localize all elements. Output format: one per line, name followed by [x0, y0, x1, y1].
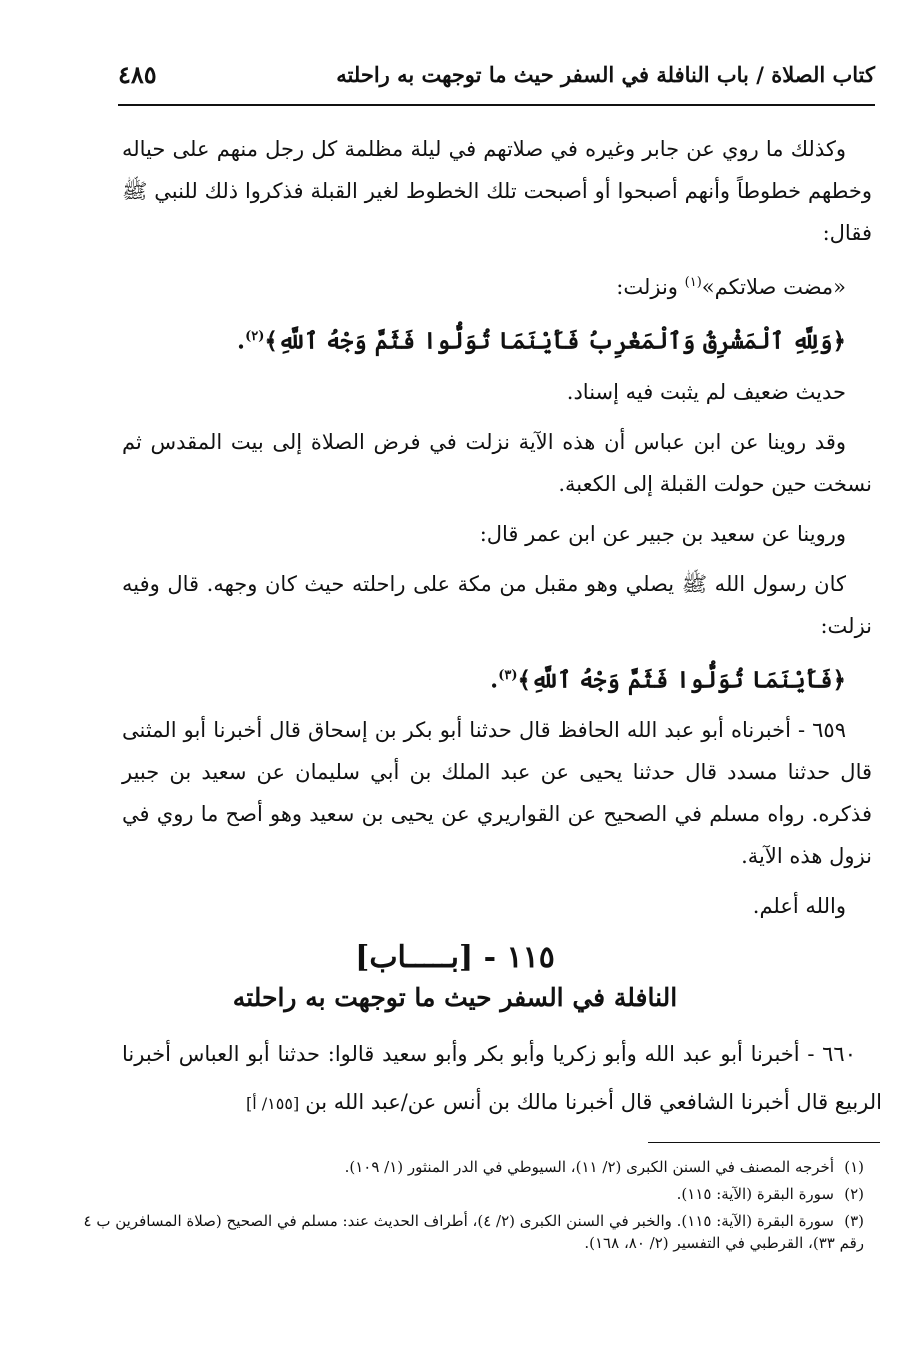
hadith-quote: «مضت صلاتكم»	[701, 275, 846, 299]
footnote-rule	[648, 1142, 880, 1143]
paragraph-jabir: وكذلك ما روي عن جابر وغيره في صلاتهم في ليلة مظلمة كل رجل منهم على حياله وخطهم خطوطاً وأنهم أصبحوا أو أصبحت تلك الخطوط لغير القبلة فذكروا ذلك للنبي ﷺ فقال:	[122, 137, 872, 245]
paragraph-660-text: ٦٦٠ - أخبرنا أبو عبد الله وأبو زكريا وأبو بكر وأبو سعيد قالوا: حدثنا أبو العباس أخبرنا الربيع قال أخبرنا الشافعي قال أخبرنا مالك بن أنس عن/عبد الله بن	[122, 1042, 882, 1114]
main-text	[122, 128, 872, 935]
quran-verse-2	[122, 655, 872, 702]
chapter-number: ١١٥ - [بـــــاب]	[355, 940, 555, 975]
manuscript-folio-marker: [١٥٥/ أ]	[246, 1094, 300, 1113]
paragraph-ibn-abbas: وقد روينا عن ابن عباس أن هذه الآية نزلت في فرض الصلاة إلى بيت المقدس ثم نسخت حين حولت القبلة إلى الكعبة.	[122, 429, 872, 496]
chapter-heading	[0, 940, 910, 1012]
footnote-text: أخرجه المصنف في السنن الكبرى (٢/ ١١)، السيوطي في الدر المنثور (١/ ١٠٩).	[344, 1158, 834, 1176]
chapter-text	[122, 1030, 882, 1136]
running-title: كتاب الصلاة / باب النافلة في السفر حيث ما توجهت به راحلته	[336, 62, 875, 87]
page-header	[118, 58, 875, 102]
paragraph-weak-hadith: حديث ضعيف لم يثبت فيه إسناد.	[566, 379, 846, 404]
paragraph-saeed-ibn-jubair: وروينا عن سعيد بن جبير عن ابن عمر قال:	[479, 521, 846, 546]
footnote-2	[74, 1183, 864, 1205]
chapter-title: النافلة في السفر حيث ما توجهت به راحلته	[232, 983, 678, 1012]
paragraph-660	[122, 1030, 882, 1128]
page-number: ٤٨٥	[118, 60, 157, 89]
header-rule	[118, 104, 875, 106]
quran-verse-1	[122, 316, 872, 363]
paragraph-prophet-saying	[122, 262, 872, 308]
footnote-ref-3[interactable]: (٣)	[498, 667, 518, 683]
footnote-ref-1[interactable]: (١)	[684, 275, 702, 290]
verse-text: ﴿فَأَيْنَمَا تُوَلُّوا فَثَمَّ وَجْهُ ٱللَّهِ﴾	[517, 666, 846, 694]
footnote-number: (٢)	[844, 1185, 864, 1203]
paragraph-rasul-allah: كان رسول الله ﷺ يصلي وهو مقبل من مكة على راحلته حيث كان وجهه. قال وفيه نزلت:	[122, 571, 872, 638]
footnote-number: (١)	[844, 1158, 864, 1176]
footnote-text: سورة البقرة (الآية: ١١٥). والخبر في السنن الكبرى (٢/ ٤)، أطراف الحديث عند: مسلم في الصحيح (صلاة المسافرين ب ٤ رقم ٣٣)، القرطبي في التفسير (٢/ ٨٠، ١٦٨).	[83, 1212, 864, 1252]
verse-tail: .	[490, 666, 499, 694]
paragraph-659: ٦٥٩ - أخبرناه أبو عبد الله الحافظ قال حدثنا أبو بكر بن إسحاق قال أخبرنا أبو المثنى قال حدثنا مسدد قال حدثنا يحيى عن عبد الملك بن أبي سليمان عن سعيد بن جبير فذكره. رواه مسلم في الصحيح عن القواريري عن يحيى بن سعيد وهو أصح ما روي في نزول هذه الآية.	[122, 718, 873, 869]
footnotes	[74, 1156, 864, 1259]
footnote-ref-2[interactable]: (٢)	[245, 329, 265, 344]
verse-tail: .	[237, 327, 246, 355]
footnote-number: (٣)	[844, 1212, 864, 1230]
paragraph-allah-knows: والله أعلم.	[752, 894, 846, 919]
footnote-1	[74, 1156, 864, 1178]
footnote-3	[74, 1210, 864, 1254]
verse-text: ﴿وَلِلَّهِ ٱلْمَشْرِقُ وَٱلْمَغْرِبُ فَأَيْنَمَا تُوَلُّوا فَثَمَّ وَجْهُ ٱللَّهِ﴾	[264, 327, 846, 355]
footnote-text: سورة البقرة (الآية: ١١٥).	[676, 1185, 834, 1203]
hadith-quote-tail: ونزلت:	[616, 275, 685, 299]
